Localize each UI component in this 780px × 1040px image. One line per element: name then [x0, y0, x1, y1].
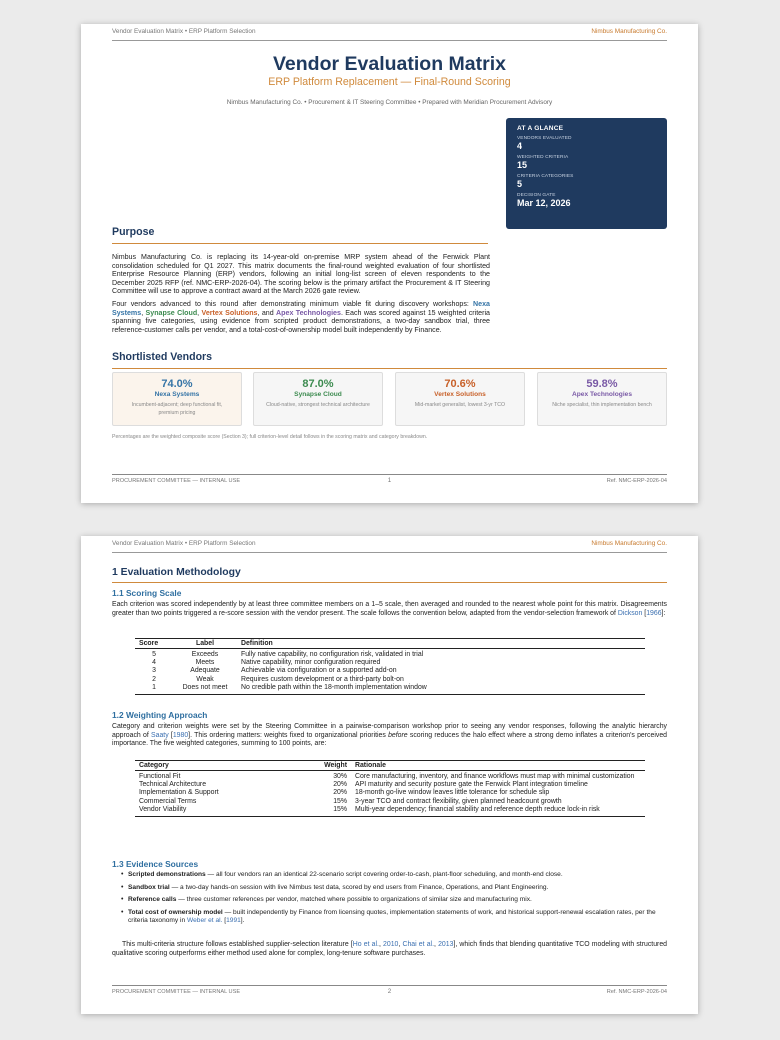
vendor-name-nexa: Nexa Systems	[112, 300, 490, 317]
table-cell: 18-month go-live window leaves little tolerance for schedule slip	[355, 789, 550, 797]
paragraph-text: Four vendors advanced to this round after demonstrating minimum viable fit during discovery workshops:	[112, 300, 474, 308]
table-cell: Native capability, minor configuration required	[241, 659, 381, 667]
document-meta: Nimbus Manufacturing Co. • Procurement & IT Steering Committee • Prepared with Meridian Procurement Advisory	[226, 99, 553, 106]
citation-link[interactable]: Ho et al.	[352, 941, 379, 948]
citation-link[interactable]: Saaty	[151, 731, 169, 739]
table-row	[135, 781, 645, 789]
glance-label: DECISION GATE	[517, 193, 556, 198]
citation-year[interactable]: 1980	[172, 731, 189, 739]
vendor-name: Nexa Systems	[154, 391, 200, 398]
table-cell: 30%	[333, 773, 347, 780]
vendor-name: Apex Technologies	[572, 391, 632, 398]
vendor-description: Mid-market generalist, lowest 3-yr TCO	[414, 402, 506, 408]
citation-link[interactable]: Chai et al.	[402, 941, 434, 948]
title-block	[112, 53, 667, 106]
bullet-text: [	[222, 917, 227, 925]
citation-year[interactable]: 1966	[646, 609, 662, 617]
weighting-paragraph: Category and criterion weights were set by the Steering Committee in a pairwise-comparison workshop prior to seeing any vendor responses, following the analytic hierarchy approach of Saaty [1980]. This ordering matters: weights fixed to organizational priorities before scoring reduces the halo effect where a strong demo inflates a criterion's perceived importance. The five weighted categories, summing to 100 points, are:	[112, 723, 667, 747]
glance-item	[517, 193, 656, 208]
vendor-score: 70.6%	[444, 378, 476, 390]
paragraph-text: [	[642, 609, 647, 617]
table-header: Definition	[237, 639, 645, 649]
footer-left: PROCUREMENT COMMITTEE — INTERNAL USE	[112, 989, 241, 995]
vendor-name: Vertex Solutions	[434, 391, 486, 398]
vendor-name-vertex: Vertex Solutions	[201, 308, 258, 317]
table-cell: API maturity and security posture gate the Fenwick Plant integration timeline	[355, 781, 588, 789]
running-header-left: Vendor Evaluation Matrix • ERP Platform Selection	[112, 540, 256, 547]
vendor-card	[537, 372, 667, 426]
table-cell: No credible path within the 18-month implementation window	[241, 683, 427, 691]
paragraph-text: scoring reduces the halo effect where a strong demo inflates a criterion's perceived importance. The five weighted categories, summing to 100 points, are:	[112, 731, 667, 747]
shortlist-heading: Shortlisted Vendors	[112, 351, 667, 369]
paragraph-text: ,	[141, 308, 146, 317]
citation-year[interactable]: 2013	[438, 941, 454, 948]
table-cell: Vendor Viability	[139, 805, 187, 813]
table-cell: 1	[152, 683, 156, 691]
bullet-term: Reference calls	[128, 896, 177, 904]
table-cell: 5	[152, 651, 156, 658]
bullet-text: — all four vendors ran an identical 22-scenario script covering order-to-cash, plant-floor scheduling, and month-end close.	[205, 871, 563, 878]
paragraph-text: Each criterion was scored independently by at least three committee members on a 1–5 scale, then averaged and rounded to the nearest whole point for this matrix. Disagreements greater than two points triggered a re-score session with the vendor present. The scale follows the convention below, adapted from the vendor-selection framework of	[112, 601, 667, 617]
table-row	[135, 806, 645, 817]
table-cell: Functional Fit	[139, 773, 181, 780]
document-title: Vendor Evaluation Matrix	[273, 53, 506, 75]
table-cell: 15%	[333, 805, 347, 813]
glance-value: 15	[517, 160, 528, 170]
scoring-scale-table	[135, 638, 645, 695]
page-1	[81, 24, 698, 503]
table-cell: 2	[152, 675, 156, 683]
running-header-right: Nimbus Manufacturing Co.	[591, 540, 667, 547]
page-number: 2	[387, 988, 392, 995]
table-cell: Achievable via configuration or a supported add-on	[241, 667, 397, 675]
bullet-text: ].	[240, 917, 245, 925]
table-cell: Requires custom development or a third-party bolt-on	[241, 675, 404, 683]
evidence-list	[121, 871, 667, 930]
glance-label: VENDORS EVALUATED	[517, 136, 572, 141]
paragraph-text: . This ordering matters: weights fixed to organizational priorities	[190, 731, 389, 739]
list-item	[121, 871, 667, 880]
vendor-name: Synapse Cloud	[294, 391, 342, 398]
emphasis-text: before	[388, 731, 408, 739]
citation-year[interactable]: 1991	[226, 917, 241, 925]
table-row	[135, 659, 645, 667]
bullet-text: — a two-day hands-on session with live Nimbus test data, scored by end users from Finance, Operations, and Plant Engineering.	[169, 883, 549, 891]
glance-value: 4	[517, 141, 523, 151]
bullet-term: Scripted demonstrations	[128, 871, 206, 878]
table-cell: 4	[152, 659, 156, 667]
table-cell: Multi-year dependency; financial stability and reference depth reduce lock-in risk	[355, 805, 600, 813]
score-note: Percentages are the weighted composite score (Section 3); full criterion-level detail follows in the scoring matrix and category breakdown.	[112, 434, 428, 440]
paragraph-text: ]:	[661, 609, 666, 617]
footer-right: Ref. NMC-ERP-2026-04	[606, 478, 667, 484]
table-header: Category	[135, 761, 303, 771]
table-cell: Adequate	[190, 667, 220, 675]
bullet-term: Sandbox trial	[128, 883, 170, 891]
vendor-score: 59.8%	[586, 378, 618, 390]
glance-item	[517, 155, 656, 170]
glance-value: Mar 12, 2026	[517, 198, 571, 208]
table-row	[135, 771, 645, 782]
table-row	[135, 798, 645, 806]
vendor-score: 74.0%	[161, 378, 193, 390]
subsection-heading-scoring: 1.1 Scoring Scale	[112, 588, 182, 598]
running-header-right: Nimbus Manufacturing Co.	[591, 28, 667, 35]
citation-year[interactable]: 2010	[383, 941, 399, 948]
vendor-name-synapse: Synapse Cloud	[145, 308, 198, 317]
table-cell: 15%	[333, 797, 347, 805]
glance-label: CRITERIA CATEGORIES	[517, 174, 574, 179]
vendors-paragraph	[112, 300, 490, 334]
page-number: 1	[387, 477, 392, 484]
table-cell: Technical Architecture	[139, 781, 207, 789]
glance-heading: AT A GLANCE	[517, 125, 564, 132]
running-header	[112, 28, 667, 41]
table-cell: Commercial Terms	[139, 797, 197, 805]
running-footer	[112, 985, 667, 998]
citation-link[interactable]: Dickson	[617, 609, 643, 617]
table-row	[135, 649, 645, 660]
table-cell: Fully native capability, no configuration risk, validated in trial	[241, 651, 424, 658]
bullet-text: — built independently by Finance from licensing quotes, implementation statements of work, and historical support-renewal escalation rates, per the criteria taxonomy in	[128, 908, 656, 925]
paragraph-text: ,	[197, 308, 202, 317]
closing-paragraph: This multi-criteria structure follows established supplier-selection literature [Ho et al., 2010, Chai et al., 2013], which finds that blending quantitative TCO modeling with structured qualitative scoring outperforms either method used alone for complex, long-tenure software purchases.	[112, 941, 667, 957]
page-2	[81, 536, 698, 1014]
document-subtitle: ERP Platform Replacement — Final-Round Scoring	[268, 76, 511, 88]
vendor-description: Incumbent-adjacent; deep functional fit, premium pricing	[131, 402, 223, 416]
glance-value: 5	[517, 179, 523, 189]
table-header: Score	[135, 639, 173, 649]
glance-item	[517, 136, 656, 151]
table-cell: 3-year TCO and contract flexibility, given planned headcount growth	[355, 797, 562, 805]
running-footer	[112, 474, 667, 487]
subsection-heading-weighting: 1.2 Weighting Approach	[112, 710, 208, 720]
vendor-cards	[112, 372, 667, 428]
list-item	[121, 884, 667, 893]
vendor-score: 87.0%	[302, 378, 334, 390]
paragraph-text: This multi-criteria structure follows established supplier-selection literature [	[122, 941, 353, 948]
paragraph-text: ], which finds that blending quantitative TCO modeling with structured qualitative scoring outperforms either method used alone for complex, long-tenure software purchases.	[112, 941, 667, 957]
table-header: Rationale	[351, 761, 645, 771]
table-cell: 20%	[333, 781, 347, 789]
table-cell: Weak	[196, 675, 214, 683]
vendor-card	[253, 372, 383, 426]
vendor-description: Niche specialist, thin implementation bench	[552, 402, 652, 408]
table-cell: Meets	[195, 659, 215, 667]
vendor-card	[112, 372, 242, 426]
table-cell: Exceeds	[191, 651, 219, 658]
paragraph-text: , and	[257, 308, 277, 317]
list-item	[121, 909, 667, 926]
list-item	[121, 896, 667, 905]
subsection-heading-evidence: 1.3 Evidence Sources	[112, 859, 199, 869]
table-row	[135, 667, 645, 675]
table-row	[135, 789, 645, 797]
vendor-name-apex: Apex Technologies	[276, 308, 341, 317]
footer-left: PROCUREMENT COMMITTEE — INTERNAL USE	[112, 478, 241, 484]
glance-item	[517, 174, 656, 189]
purpose-paragraph	[112, 253, 490, 296]
vendor-description: Cloud-native, strongest technical architecture	[266, 402, 370, 408]
table-row	[135, 676, 645, 684]
at-a-glance-panel	[506, 118, 667, 229]
table-cell: Does not meet	[182, 683, 228, 691]
footer-right: Ref. NMC-ERP-2026-04	[606, 989, 667, 995]
paragraph-text: Category and criterion weights were set by the Steering Committee in a pairwise-comparison workshop prior to seeing any vendor responses, following the analytic hierarchy approach of	[112, 723, 667, 739]
purpose-text: Nimbus Manufacturing Co. is replacing its 14-year-old on-premise MRP system ahead of the Fenwick Plant consolidation scheduled for Q1 2027. This matrix documents the final-round weighted evaluation of four shortlisted Enterprise Resource Planning (ERP) vendors, following an initial long-list screen of eleven respondents to the December 2025 RFP (ref. NMC-ERP-2026-04). The scoring below is the primary artifact the Procurement & IT Steering Committee will use to approve a contract award at the March 2026 gate review.	[112, 253, 490, 295]
table-cell: Implementation & Support	[139, 789, 219, 797]
table-cell: Core manufacturing, inventory, and finance workflows must map with minimal customization	[355, 773, 635, 780]
running-header	[112, 540, 667, 553]
weighting-table	[135, 760, 645, 817]
glance-label: WEIGHTED CRITERIA	[517, 155, 569, 160]
bullet-text: — three customer references per vendor, matched where possible to organizations of similar size and manufacturing mix.	[176, 896, 532, 904]
table-cell: 20%	[333, 789, 347, 797]
scoring-paragraph	[112, 601, 667, 618]
citation-link[interactable]: Weber et al.	[187, 917, 223, 925]
paragraph-text: . Each was scored against 15 weighted criteria spanning five categories, using evidence from scripted product demonstrations, a two-day sandbox trial, three reference-customer calls per vendor, and a total-cost-of-ownership model built independently by Finance.	[112, 308, 490, 334]
bullet-term: Total cost of ownership model	[128, 908, 223, 916]
table-row	[135, 684, 645, 695]
running-header-left: Vendor Evaluation Matrix • ERP Platform Selection	[112, 28, 256, 35]
purpose-heading: Purpose	[112, 226, 488, 244]
section-heading: 1 Evaluation Methodology	[112, 567, 667, 583]
table-header: Weight	[303, 761, 351, 771]
vendor-card	[395, 372, 525, 426]
table-cell: 3	[152, 667, 156, 675]
table-header: Label	[173, 639, 237, 649]
